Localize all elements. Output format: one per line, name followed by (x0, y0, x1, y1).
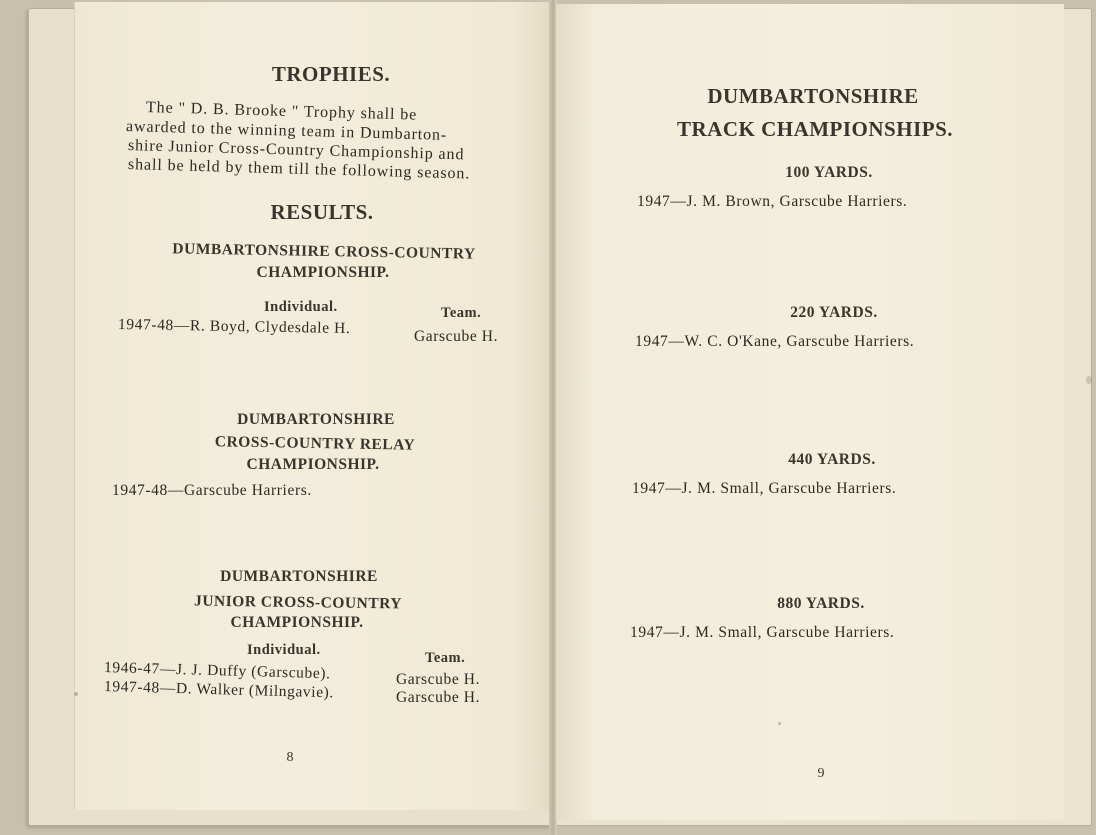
event-440-result: 1947—J. M. Small, Garscube Harriers. (632, 480, 897, 497)
trophies-text-line-4: shall be held by them till the following season. (127, 156, 471, 183)
relay-title-line-2: CROSS-COUNTRY RELAY (214, 433, 416, 454)
trophies-text-line-2: awarded to the winning team in Dumbarton- (125, 118, 448, 144)
track-heading-line-1: DUMBARTONSHIRE (707, 84, 919, 108)
cross-country-col-team: Team. (441, 305, 482, 321)
event-440-title: 440 YARDS. (788, 451, 876, 468)
junior-row-2-entry: 1947-48—D. Walker (Milngavie). (103, 678, 335, 702)
junior-row-2-team: Garscube H. (396, 689, 481, 706)
event-880-result: 1947—J. M. Small, Garscube Harriers. (630, 624, 895, 641)
paper-speck (74, 692, 78, 696)
event-220-result: 1947—W. C. O'Kane, Garscube Harriers. (635, 333, 915, 350)
cross-country-row-entry: 1947-48—R. Boyd, Clydesdale H. (117, 316, 351, 338)
junior-title-line-1: DUMBARTONSHIRE (220, 568, 378, 585)
junior-col-team: Team. (425, 650, 466, 666)
paper-speck (778, 722, 781, 725)
cross-country-row-team: Garscube H. (414, 328, 499, 345)
paper-stain (1086, 376, 1092, 384)
event-100-result: 1947—J. M. Brown, Garscube Harriers. (637, 193, 908, 210)
cross-country-title-line-1: DUMBARTONSHIRE CROSS-COUNTRY (172, 240, 476, 263)
right-page-number: 9 (817, 766, 825, 781)
junior-title-line-3: CHAMPIONSHIP. (230, 614, 364, 631)
event-220-title: 220 YARDS. (790, 304, 878, 321)
junior-title-line-2: JUNIOR CROSS-COUNTRY (193, 592, 403, 613)
junior-row-1-entry: 1946-47—J. J. Duffy (Garscube). (103, 659, 331, 683)
event-100-title: 100 YARDS. (785, 164, 873, 181)
trophies-text-line-1: The " D. B. Brooke " Trophy shall be (145, 99, 418, 124)
event-880-title: 880 YARDS. (777, 595, 865, 612)
junior-row-1-team: Garscube H. (396, 671, 481, 688)
trophies-heading: TROPHIES. (271, 62, 391, 86)
relay-row-entry: 1947-48—Garscube Harriers. (112, 482, 312, 499)
relay-title-line-3: CHAMPIONSHIP. (246, 456, 380, 473)
left-page-number: 8 (286, 750, 294, 765)
cross-country-title-line-2: CHAMPIONSHIP. (256, 264, 390, 281)
relay-title-line-1: DUMBARTONSHIRE (237, 411, 395, 428)
track-heading-line-2: TRACK CHAMPIONSHIPS. (676, 117, 954, 141)
results-heading: RESULTS. (270, 200, 374, 224)
trophies-text-line-3: shire Junior Cross-Country Championship and (127, 137, 465, 164)
junior-col-individual: Individual. (247, 642, 321, 658)
cross-country-col-individual: Individual. (264, 299, 338, 315)
